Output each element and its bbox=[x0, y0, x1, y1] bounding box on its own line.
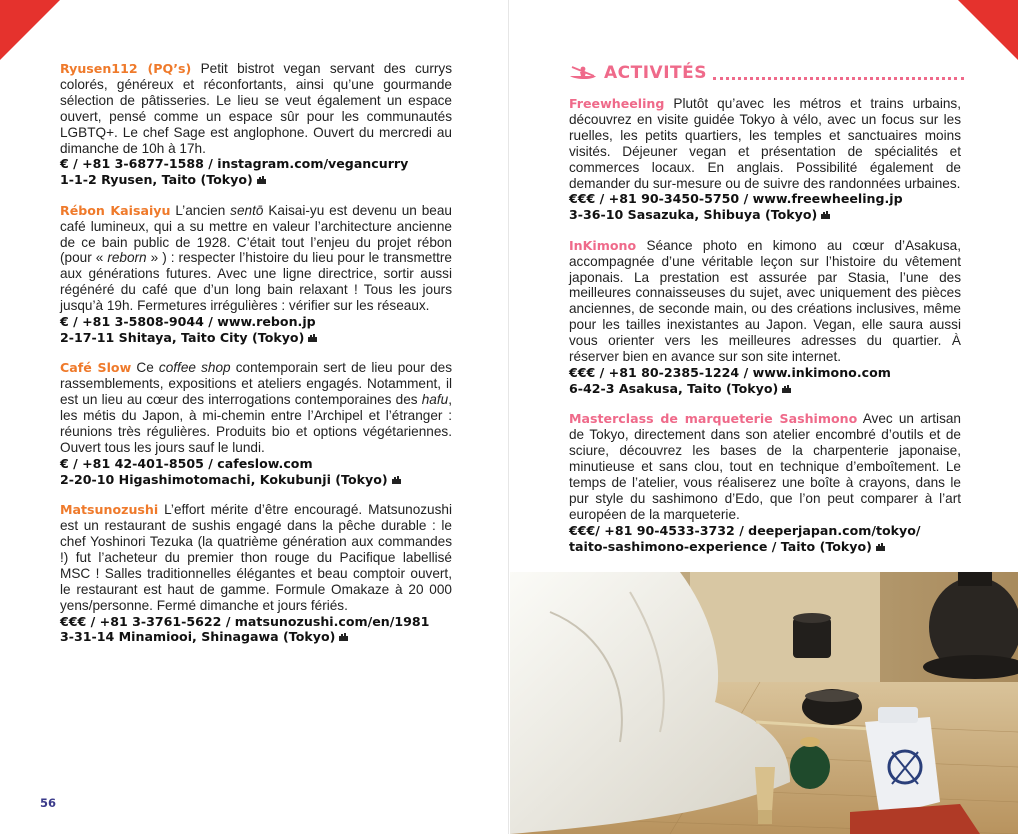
listing-cafe-slow bbox=[60, 360, 452, 487]
section-title-leader bbox=[713, 77, 964, 80]
listing-rebon-kaisaiyu bbox=[60, 203, 452, 346]
map-pin-icon bbox=[339, 633, 348, 641]
listing-address: taito-sashimono-experience / Taito (Tokyo) bbox=[569, 539, 961, 555]
listing-name: Ryusen112 (PQ’s) bbox=[60, 61, 192, 76]
tea-ceremony-photo bbox=[510, 572, 1018, 834]
map-pin-icon bbox=[308, 334, 317, 342]
listing-masterclass-sashimono bbox=[569, 411, 961, 554]
listing-address: 6-42-3 Asakusa, Taito (Tokyo) bbox=[569, 381, 961, 397]
section-header-activites bbox=[569, 62, 964, 84]
map-pin-icon bbox=[782, 385, 791, 393]
map-pin-icon bbox=[876, 543, 885, 551]
left-column bbox=[60, 61, 452, 660]
listing-address: 3-31-14 Minamiooi, Shinagawa (Tokyo) bbox=[60, 629, 452, 645]
corner-triangle-right bbox=[958, 0, 1018, 60]
listing-description: InKimono Séance photo en kimono au cœur d’Asakusa, accompagnée d’une véritable leçon sur l’histoire du vêtement japonais. La prestation est assurée par Stasia, l’une des meilleures connaisseuses du sujet, avec uniquement des pièces anciennes, de seconde main, ou des créations inclusives, même pour les tailles inexistantes au Japon. Vegan, elle saura aussi vous orienter vers les meilleures adresses du quartier. À réserver bien en avance sur son site internet. bbox=[569, 237, 961, 365]
listing-contact: € / +81 42-401-8505 / cafeslow.com bbox=[60, 455, 313, 471]
listing-description: Rébon Kaisaiyu L’ancien sentō Kaisai-yu est devenu un beau café lumineux, qui a su mettre en valeur l’architecture ancienne de ce bain public de 1928. C’était tout l’enjeu du projet rébon (pour « reborn » ) : respecter l’histoire du lieu pour le transmettre aux générations futures. Avec une ligne directrice, sortir aussi régénéré du café que d’un long bain relaxant ! Tous les jours jusqu’à 19h. Fermetures irrégulières : vérifier sur les réseaux. bbox=[60, 202, 452, 314]
right-column bbox=[569, 96, 961, 569]
listing-ryusen112 bbox=[60, 61, 452, 188]
listing-description: Freewheeling Plutôt qu’avec les métros et trains urbains, découvrez en visite guidée Tokyo à vélo, avec un focus sur les ruelles, les petits quartiers, les temples et sanctuaires moins visités. Déjeuner vegan et présentation de spécialités et commerces locaux. En anglais. Possibilité également de demander du sur-mesure ou de suivre des randonnées urbaines. bbox=[569, 96, 961, 191]
listing-name: Masterclass de marqueterie Sashimono bbox=[569, 411, 858, 427]
listing-contact: €€€ / +81 80-2385-1224 / www.inkimono.com bbox=[569, 365, 891, 380]
map-pin-icon bbox=[392, 476, 401, 484]
listing-contact: € / +81 3-6877-1588 / instagram.com/vegancurry bbox=[60, 156, 409, 172]
listing-address: 2-17-11 Shitaya, Taito City (Tokyo) bbox=[60, 330, 452, 346]
corner-triangle-left bbox=[0, 0, 60, 60]
listing-contact: € / +81 3-5808-9044 / www.rebon.jp bbox=[60, 314, 316, 330]
listing-name: InKimono bbox=[569, 237, 637, 253]
listing-description: Masterclass de marqueterie Sashimono Avec un artisan de Tokyo, directement dans son atelier encombré d’outils et de sciure, découvrez les bases de la charpenterie japonaise, minutieuse et sans clou, tout en technique d’emboîtement. Le temps de l’atelier, vous réaliserez une boîte à crayons, dans le pur style du sashimono d’Edo, que l’on peut comparer à l’art européen de la marqueterie. bbox=[569, 411, 961, 522]
page-number: 56 bbox=[40, 796, 57, 810]
listing-freewheeling bbox=[569, 96, 961, 223]
listing-name: Café Slow bbox=[60, 360, 132, 376]
listing-inkimono bbox=[569, 238, 961, 397]
listing-contact: €€€ / +81 90-3450-5750 / www.freewheeling.jp bbox=[569, 191, 903, 207]
listing-name: Rébon Kaisaiyu bbox=[60, 202, 171, 218]
listing-address: 3-36-10 Sasazuka, Shibuya (Tokyo) bbox=[569, 207, 961, 223]
map-pin-icon bbox=[257, 176, 266, 184]
map-pin-icon bbox=[821, 211, 830, 219]
page-gutter bbox=[508, 0, 509, 834]
listing-description: Matsunozushi L’effort mérite d’être encouragé. Matsunozushi est un restaurant de sushis engagé dans la pêche durable : le chef Yoshinori Tezuka (la quatrième génération aux commandes !) fut l’acheteur du premier thon rouge du Pacifique labellisé MSC ! Salles traditionnelles élégantes et beau comptoir ouvert, le restaurant est haut de gamme. Formule Omakaze à 20 000 yens/personne. Fermé dimanche et jours fériés. bbox=[60, 502, 452, 613]
listing-contact: €€€ / +81 3-3761-5622 / matsunozushi.com/en/1981 bbox=[60, 613, 430, 629]
listing-contact: €€€/ +81 90-4533-3732 / deeperjapan.com/tokyo/ bbox=[569, 522, 921, 538]
listing-matsunozushi bbox=[60, 502, 452, 645]
section-title: ACTIVITÉS bbox=[604, 63, 707, 83]
kayak-icon bbox=[569, 65, 597, 81]
listing-description: Café Slow Ce coffee shop contemporain sert de lieu pour des rassemblements, expositions et ateliers engagés. Notamment, il est un lieu au cœur des interrogations contemporaines des hafu, les métis du Japon, à mi-chemin entre l’Archipel et l’étranger : réunions très régulières. Produits bio et options végétariennes. Ouvert tous les jours sauf le lundi. bbox=[60, 360, 452, 455]
listing-name: Freewheeling bbox=[569, 96, 665, 111]
listing-address: 1-1-2 Ryusen, Taito (Tokyo) bbox=[60, 172, 452, 188]
listing-description: Ryusen112 (PQ’s) Petit bistrot vegan servant des currys colorés, généreux et réconfortants, ainsi qu’une gourmande sélection de pâtisseries. Le lieu se veut également un espace ouvert, pensé comme un espace sûr pour les communautés LGBTQ+. Le chef Sage est anglophone. Ouvert du mercredi au dimanche de 10h à 17h. bbox=[60, 61, 452, 156]
listing-name: Matsunozushi bbox=[60, 502, 159, 518]
listing-address: 2-20-10 Higashimotomachi, Kokubunji (Tokyo) bbox=[60, 472, 452, 488]
